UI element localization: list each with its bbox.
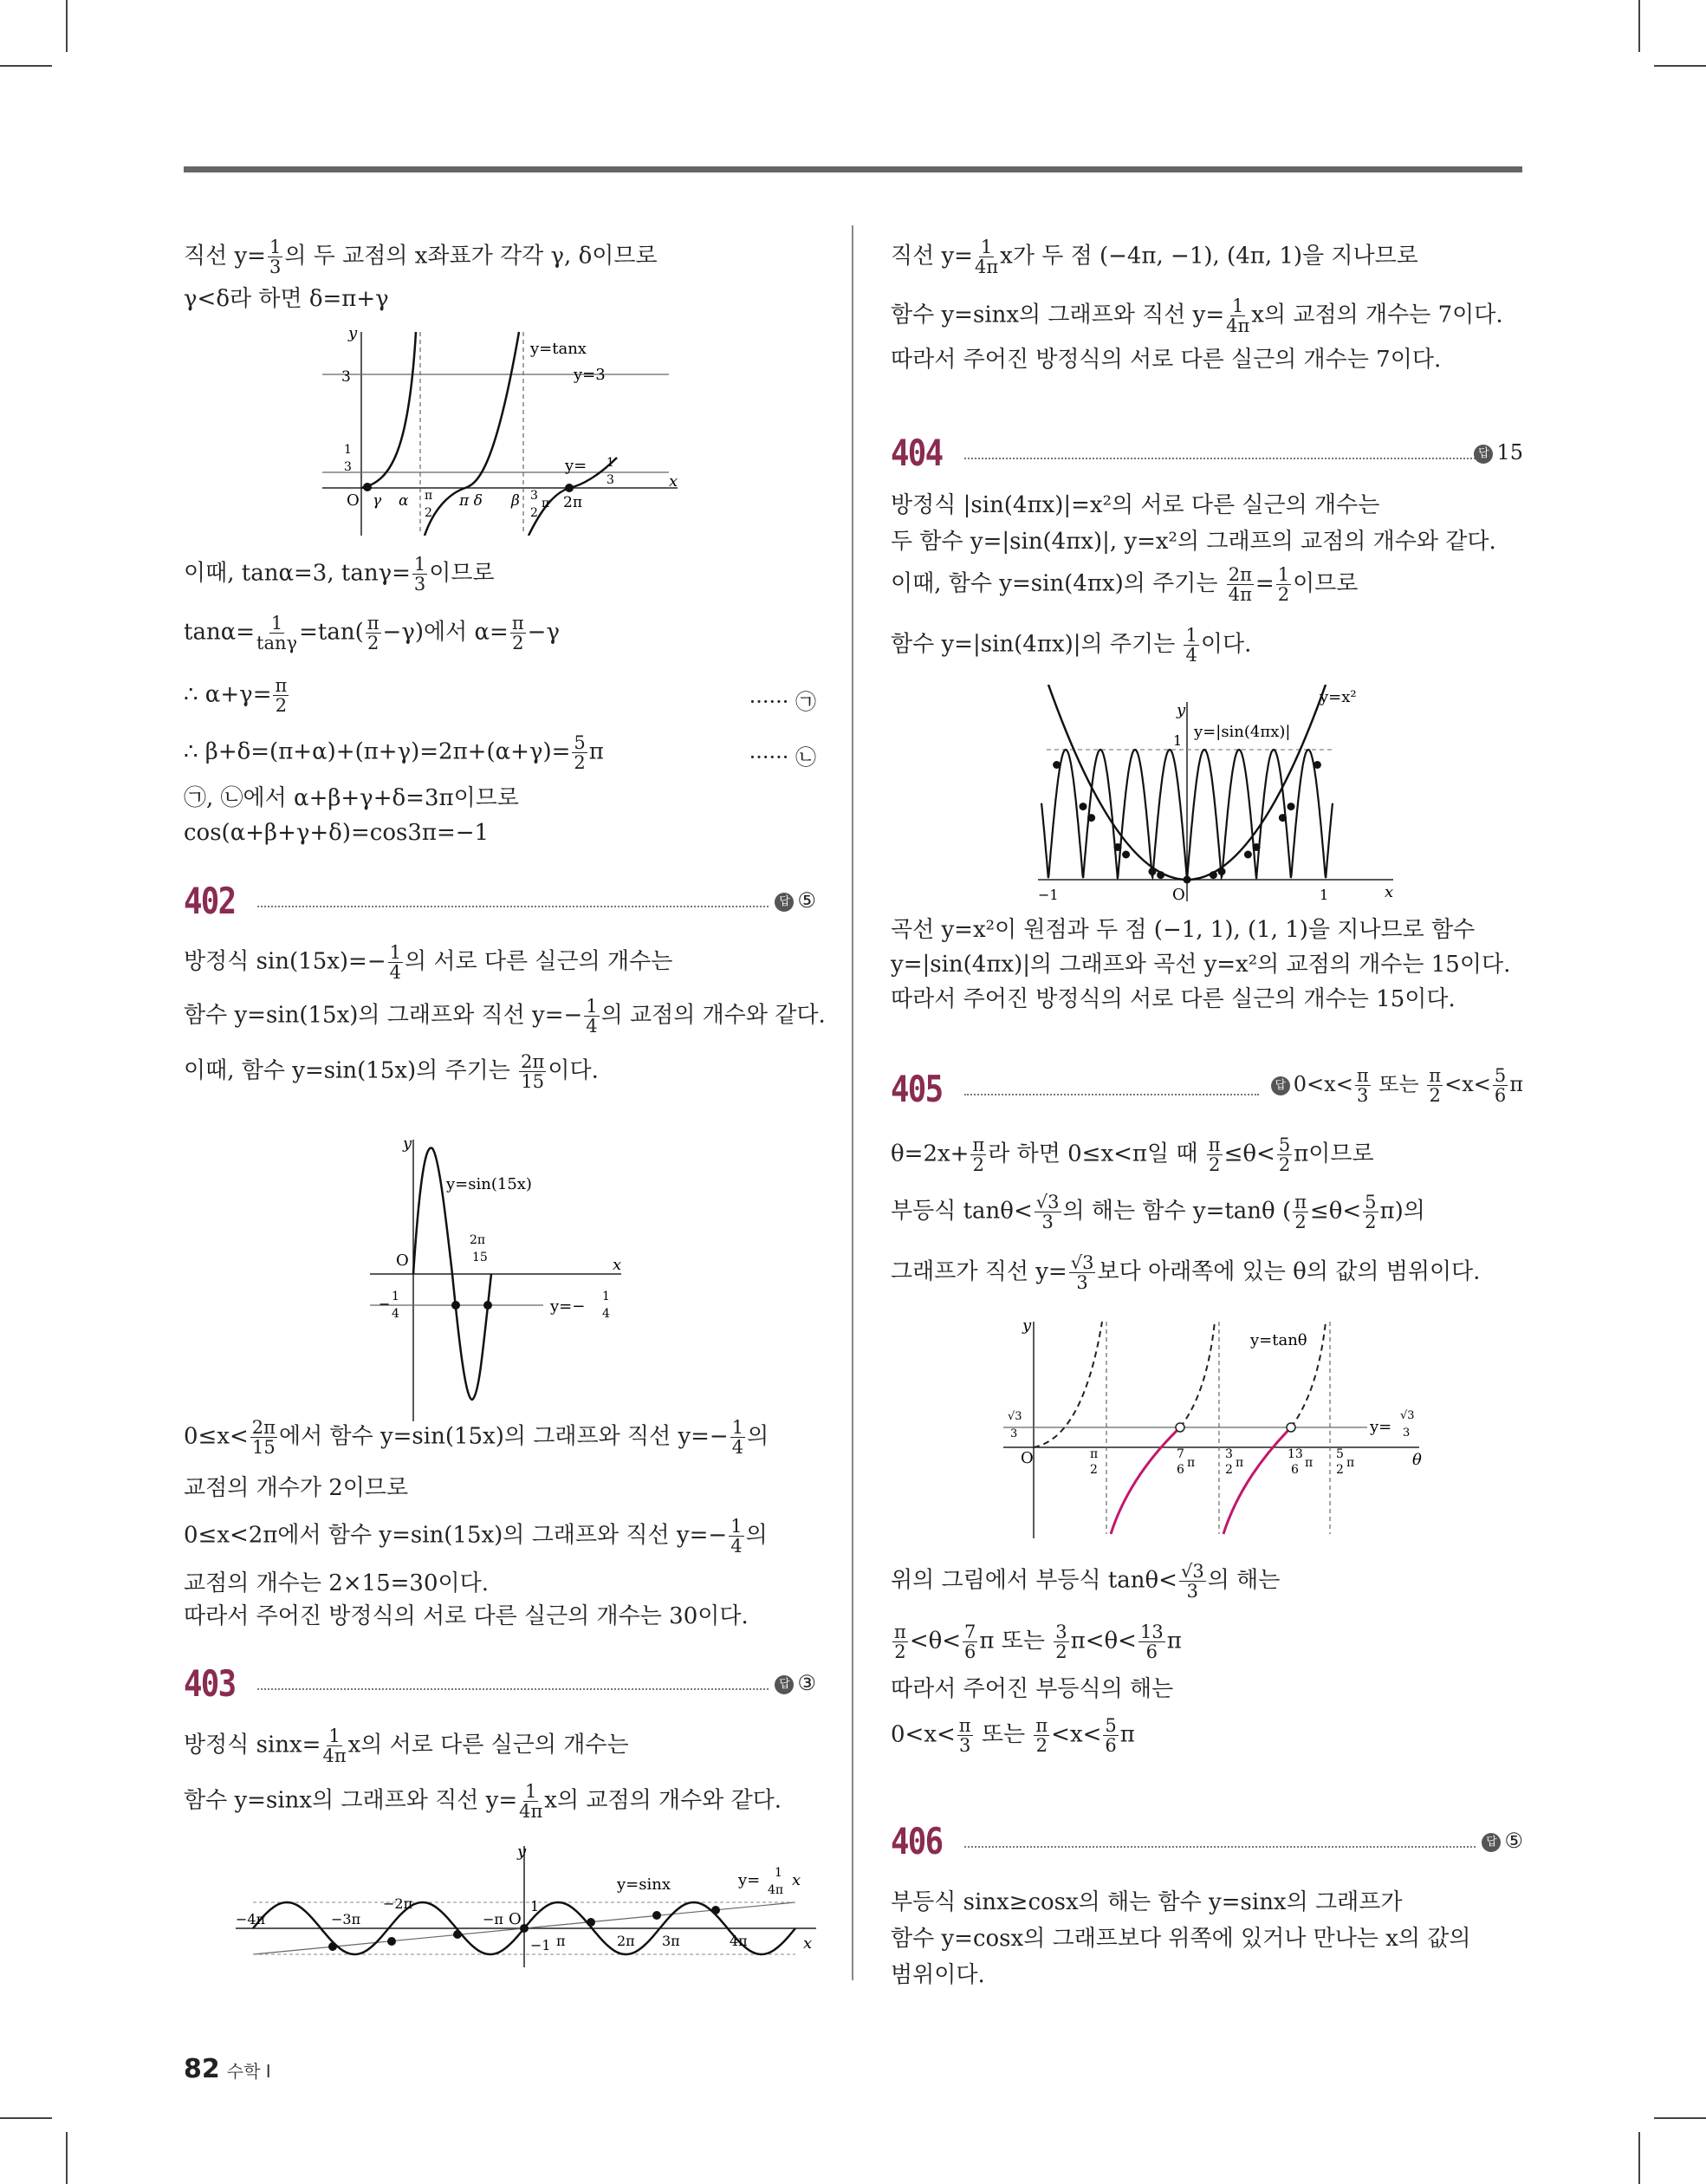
svg-text:4π: 4π (768, 1883, 784, 1897)
intersection-point (1279, 814, 1287, 822)
text-line: 직선 y= $\frac{1}{3}$ 의 두 교점의 x좌표가 각각 γ, δ이므로 (184, 237, 658, 277)
text-line: 따라서 주어진 방정식의 서로 다른 실근의 개수는 7이다. (891, 347, 1442, 373)
intersection-point (711, 1906, 720, 1914)
answer: 답 15 (1474, 440, 1523, 465)
tick-label: 2π (563, 494, 582, 511)
origin-label: O (347, 491, 360, 510)
leader-dots (964, 1094, 1259, 1095)
svg-text:√3: √3 (1400, 1409, 1415, 1422)
tick-label: 1 (1320, 887, 1329, 903)
text-line: 따라서 주어진 방정식의 서로 다른 실근의 개수는 15이다. (891, 986, 1456, 1012)
abs-sin-graph (1038, 685, 1419, 910)
tick-label: 3 (341, 368, 351, 386)
tick-label: π (1090, 1447, 1099, 1461)
svg-text:15: 15 (472, 1251, 488, 1264)
y-axis-label: y (517, 1846, 527, 1861)
tick-label: 1 (1173, 732, 1183, 749)
text-line: 함수 y=|sin(4πx)|의 주기는 $\frac{1}{4}$ 이다. (891, 625, 1252, 666)
text-line: 방정식 |sin(4πx)|=x²의 서로 다른 실근의 개수는 (891, 492, 1380, 518)
intersection-point (1253, 843, 1261, 851)
x-axis-label: θ (1412, 1451, 1422, 1469)
text-line: 위의 그림에서 부등식 tanθ< $\frac{√3}{3}$ 의 해는 (891, 1561, 1281, 1602)
equation-marker: ······ ㉡ (749, 745, 816, 770)
text-line: y=|sin(4πx)|의 그래프와 곡선 y=x²의 교점의 개수는 15이다. (891, 952, 1511, 978)
problem-number: 403 (184, 1662, 236, 1705)
page-footer (184, 2054, 271, 2084)
text-line: θ=2x+ $\frac{\pi}{2}$ 라 하면 0≤x<π일 때 $\frac{\pi}{2}$ ≤θ< $\frac{5}{2}$ π이므로 (891, 1134, 1374, 1175)
tick-label: −π (483, 1911, 503, 1927)
text-line: $\frac{\pi}{2}$ <θ< $\frac{7}{6}$ π 또는 $\frac{3}{2}$ π<θ< $\frac{13}{6}$ π (894, 1622, 1182, 1662)
curve-label: y=|sin(4πx)| (1194, 723, 1291, 741)
tick-label: 5 (1336, 1447, 1344, 1461)
line-label: y=− (550, 1297, 586, 1316)
text-line: 교점의 개수는 2×15=30이다. (184, 1570, 490, 1596)
answer-icon: 답 (1482, 1833, 1501, 1852)
intersection-point (1122, 851, 1130, 859)
intersection-point (1244, 851, 1252, 859)
tick-label: −1 (1038, 887, 1059, 903)
text-line: 부등식 sinx≥cosx의 해는 함수 y=sinx의 그래프가 (891, 1889, 1403, 1915)
text-line: ㉠, ㉡에서 α+β+γ+δ=3π이므로 (184, 785, 519, 811)
svg-text:π: π (542, 497, 550, 510)
text-line: 이때, 함수 y=sin(4πx)의 주기는 $\frac{2\pi}{4\pi}$ = $\frac{1}{2}$ 이므로 (891, 564, 1359, 605)
svg-text:3: 3 (344, 460, 352, 474)
open-point (1287, 1423, 1295, 1432)
answer: 답 ⑤ (1482, 1829, 1523, 1853)
y-axis-label: y (1022, 1317, 1032, 1335)
y-axis-label: y (403, 1135, 412, 1153)
curve-label: y=tanx (530, 340, 587, 358)
text-line: 함수 y=sinx의 그래프와 직선 y= $\frac{1}{4\pi}$ x의 교점의 개수는 7이다. (891, 296, 1503, 336)
tick-label: γ (373, 492, 382, 510)
intersection-point (387, 1937, 396, 1946)
intersection-point (1210, 871, 1217, 879)
answer-icon: 답 (1474, 445, 1493, 464)
intersection-point (1087, 814, 1095, 822)
problem-number: 402 (184, 880, 236, 922)
text-line: 따라서 주어진 방정식의 서로 다른 실근의 개수는 30이다. (184, 1603, 749, 1629)
tick-label: α (399, 492, 409, 510)
svg-text:π: π (1305, 1456, 1314, 1470)
x-axis-label: x (1385, 883, 1394, 901)
problem-number: 406 (891, 1820, 943, 1862)
x-axis-label: x (613, 1256, 622, 1274)
svg-text:x: x (792, 1871, 801, 1889)
svg-text:4: 4 (392, 1307, 399, 1321)
tick-label: 3 (1225, 1447, 1233, 1461)
origin-label: O (396, 1251, 409, 1270)
svg-text:2: 2 (1225, 1463, 1233, 1477)
tick-label: 2π (617, 1933, 635, 1949)
leader-dots (964, 1846, 1476, 1848)
intersection-point (1053, 761, 1061, 769)
curve-label: y=sinx (617, 1875, 671, 1894)
text-line: 부등식 tanθ< $\frac{√3}{3}$ 의 해는 함수 y=tanθ ( $\frac{\pi}{2}$ ≤θ< $\frac{5}{2}$ π)의 (891, 1192, 1425, 1232)
svg-text:2: 2 (530, 506, 538, 520)
crop-mark (66, 2132, 68, 2184)
tick-label: −2π (383, 1895, 413, 1912)
leader-dots (964, 458, 1476, 459)
svg-text:1: 1 (602, 1290, 610, 1303)
text-line: 0≤x< $\frac{2\pi}{15}$ 에서 함수 y=sin(15x)의 그래프와 직선 y=− $\frac{1}{4}$ 의 (184, 1417, 769, 1458)
tick-label: 13 (1288, 1447, 1303, 1461)
svg-text:π: π (1187, 1456, 1196, 1470)
text-line: 0<x< $\frac{\pi}{3}$ 또는 $\frac{\pi}{2}$ <x< $\frac{5}{6}$ π (891, 1715, 1135, 1756)
intersection-point (1218, 868, 1226, 875)
intersection-point (565, 484, 574, 492)
leader-dots (257, 1688, 769, 1690)
open-point (1176, 1423, 1184, 1432)
text-line: 범위이다. (891, 1962, 985, 1988)
intersection-point (1114, 843, 1122, 851)
svg-text:2: 2 (1336, 1463, 1344, 1477)
intersection-point (1184, 876, 1191, 884)
intersection-point (328, 1942, 337, 1951)
intersection-point (652, 1911, 661, 1920)
tick-label: 2π (470, 1233, 486, 1247)
tick-label: 1 (344, 443, 352, 457)
tan-theta-graph (1003, 1317, 1437, 1543)
text-line: 함수 y=cosx의 그래프보다 위쪽에 있거나 만나는 x의 값의 (891, 1926, 1471, 1952)
problem-header-404 (891, 432, 1523, 477)
origin-label: O (1172, 886, 1185, 904)
text-line: 교점의 개수가 2이므로 (184, 1475, 409, 1501)
line-label: y= (1370, 1418, 1392, 1436)
x-axis-label: x (669, 472, 678, 491)
tick-label: π δ (459, 492, 483, 510)
text-line: 함수 y=sinx의 그래프와 직선 y= $\frac{1}{4\pi}$ x의 교점의 개수와 같다. (184, 1781, 782, 1822)
svg-text:1: 1 (775, 1866, 782, 1880)
tick-label: √3 (1008, 1410, 1022, 1423)
line-label: y=3 (574, 366, 606, 384)
tick-label: 4π (730, 1933, 748, 1949)
curve-label: y=sin(15x) (446, 1175, 532, 1193)
text-line: 곡선 y=x²이 원점과 두 점 (−1, 1), (1, 1)을 지나므로 함수 (891, 917, 1476, 943)
text-line: 이때, 함수 y=sin(15x)의 주기는 $\frac{2\pi}{15}$ 이다. (184, 1051, 599, 1092)
line-label: y= (565, 457, 587, 475)
sin15x-graph (370, 1135, 630, 1421)
svg-text:π: π (1346, 1456, 1355, 1470)
svg-text:3: 3 (1403, 1427, 1411, 1440)
subject-label: 수학 I (226, 2061, 271, 2082)
equation-marker: ······ ㉠ (749, 690, 816, 714)
y-axis-label: y (348, 328, 358, 342)
answer: 답 ⑤ (775, 888, 816, 913)
problem-header-402 (184, 880, 816, 925)
header-rule (184, 166, 1522, 172)
text-line: ∴ α+γ= $\frac{\pi}{2}$ (184, 675, 288, 716)
text-line: 방정식 sin(15x)=− $\frac{1}{4}$ 의 서로 다른 실근의 개수는 (184, 942, 673, 983)
svg-text:3: 3 (607, 473, 614, 487)
svg-text:6: 6 (1291, 1463, 1299, 1477)
tick-label: − (379, 1296, 391, 1312)
answer-icon: 답 (775, 1675, 794, 1694)
x-axis-label: x (803, 1934, 813, 1953)
origin-label: O (509, 1910, 522, 1928)
crop-mark (66, 0, 68, 52)
answer: 답 0<x< $\frac{\pi}{3}$ 또는 $\frac{\pi}{2}$ <x< $\frac{5}{6}$ π (1271, 1066, 1523, 1105)
answer-icon: 답 (775, 893, 794, 912)
tick-label: 3π (662, 1933, 680, 1949)
crop-mark (1638, 2132, 1640, 2184)
svg-text:3: 3 (1010, 1427, 1018, 1440)
leader-dots (257, 906, 769, 907)
curve-label: y=tanθ (1250, 1331, 1307, 1349)
intersection-point (1157, 871, 1164, 879)
crop-mark (0, 2117, 52, 2119)
origin-label: O (1021, 1449, 1034, 1467)
svg-text:2: 2 (425, 506, 432, 520)
line-label: y= (738, 1871, 761, 1889)
text-line: 방정식 sinx= $\frac{1}{4\pi}$ x의 서로 다른 실근의 개수는 (184, 1726, 629, 1766)
svg-text:6: 6 (1177, 1463, 1184, 1477)
tick-label: −4π (236, 1911, 266, 1927)
crop-mark (1654, 2117, 1706, 2119)
sinx-graph (236, 1846, 825, 1967)
problem-header-406 (891, 1820, 1523, 1865)
answer: 답 ③ (775, 1671, 816, 1695)
text-line: tanα= $\frac{1}{\tan\gamma}$ =tan( $\frac{\pi}{2}$ −γ)에서 α= $\frac{\pi}{2}$ −γ (184, 613, 560, 653)
y-axis-label: y (1177, 701, 1186, 719)
problem-number: 404 (891, 432, 943, 474)
text-line: 0≤x<2π에서 함수 y=sin(15x)의 그래프와 직선 y=− $\frac{1}{4}$ 의 (184, 1516, 768, 1557)
problem-number: 405 (891, 1068, 943, 1110)
text-line: γ<δ라 하면 δ=π+γ (184, 286, 389, 312)
intersection-point (587, 1918, 595, 1927)
text-line: 직선 y= $\frac{1}{4\pi}$ x가 두 점 (−4π, −1), (4π, 1)을 지나므로 (891, 237, 1418, 277)
problem-header-403 (184, 1662, 816, 1707)
tick-label: 7 (1177, 1447, 1184, 1461)
crop-mark (1638, 0, 1640, 52)
crop-mark (1654, 65, 1706, 67)
intersection-point (483, 1301, 492, 1310)
tick-label: β (511, 492, 520, 510)
text-line: ∴ β+δ=(π+α)+(π+γ)=2π+(α+γ)= $\frac{5}{2}$ π (184, 732, 604, 773)
text-line: cos(α+β+γ+δ)=cos3π=−1 (184, 820, 490, 846)
intersection-point (1288, 803, 1295, 810)
column-divider (852, 225, 853, 1980)
tick-label: π (425, 489, 433, 503)
tick-label: π (556, 1933, 566, 1949)
intersection-point (1314, 761, 1321, 769)
text-line: 두 함수 y=|sin(4πx)|, y=x²의 그래프의 교점의 개수와 같다. (891, 529, 1496, 555)
tick-label: 1 (530, 1898, 540, 1914)
text-line: 이때, tanα=3, tanγ= $\frac{1}{3}$ 이므로 (184, 554, 495, 595)
svg-text:1: 1 (392, 1290, 399, 1303)
tick-label: −1 (530, 1937, 551, 1953)
tick-label: 3 (530, 489, 538, 503)
tick-label: −3π (331, 1911, 361, 1927)
intersection-point (453, 1930, 462, 1939)
svg-text:1: 1 (607, 456, 614, 470)
text-line: 그래프가 직선 y= $\frac{√3}{3}$ 보다 아래쪽에 있는 θ의 값의 범위이다. (891, 1252, 1481, 1293)
text-line: 함수 y=sin(15x)의 그래프와 직선 y=− $\frac{1}{4}$ 의 교점의 개수와 같다. (184, 996, 826, 1037)
crop-mark (0, 65, 52, 67)
tan-graph (322, 328, 686, 536)
intersection-point (451, 1301, 460, 1310)
svg-text:2: 2 (1090, 1463, 1098, 1477)
curve-label: y=x² (1320, 688, 1357, 706)
answer-icon: 답 (1271, 1076, 1290, 1095)
text-line: 따라서 주어진 부등식의 해는 (891, 1676, 1174, 1702)
intersection-point (1149, 868, 1157, 875)
intersection-point (1080, 803, 1087, 810)
intersection-point (363, 483, 372, 491)
problem-header-405 (891, 1065, 1523, 1113)
svg-text:4: 4 (602, 1307, 610, 1321)
page-number: 82 (184, 2054, 220, 2084)
svg-text:π: π (1236, 1456, 1244, 1470)
